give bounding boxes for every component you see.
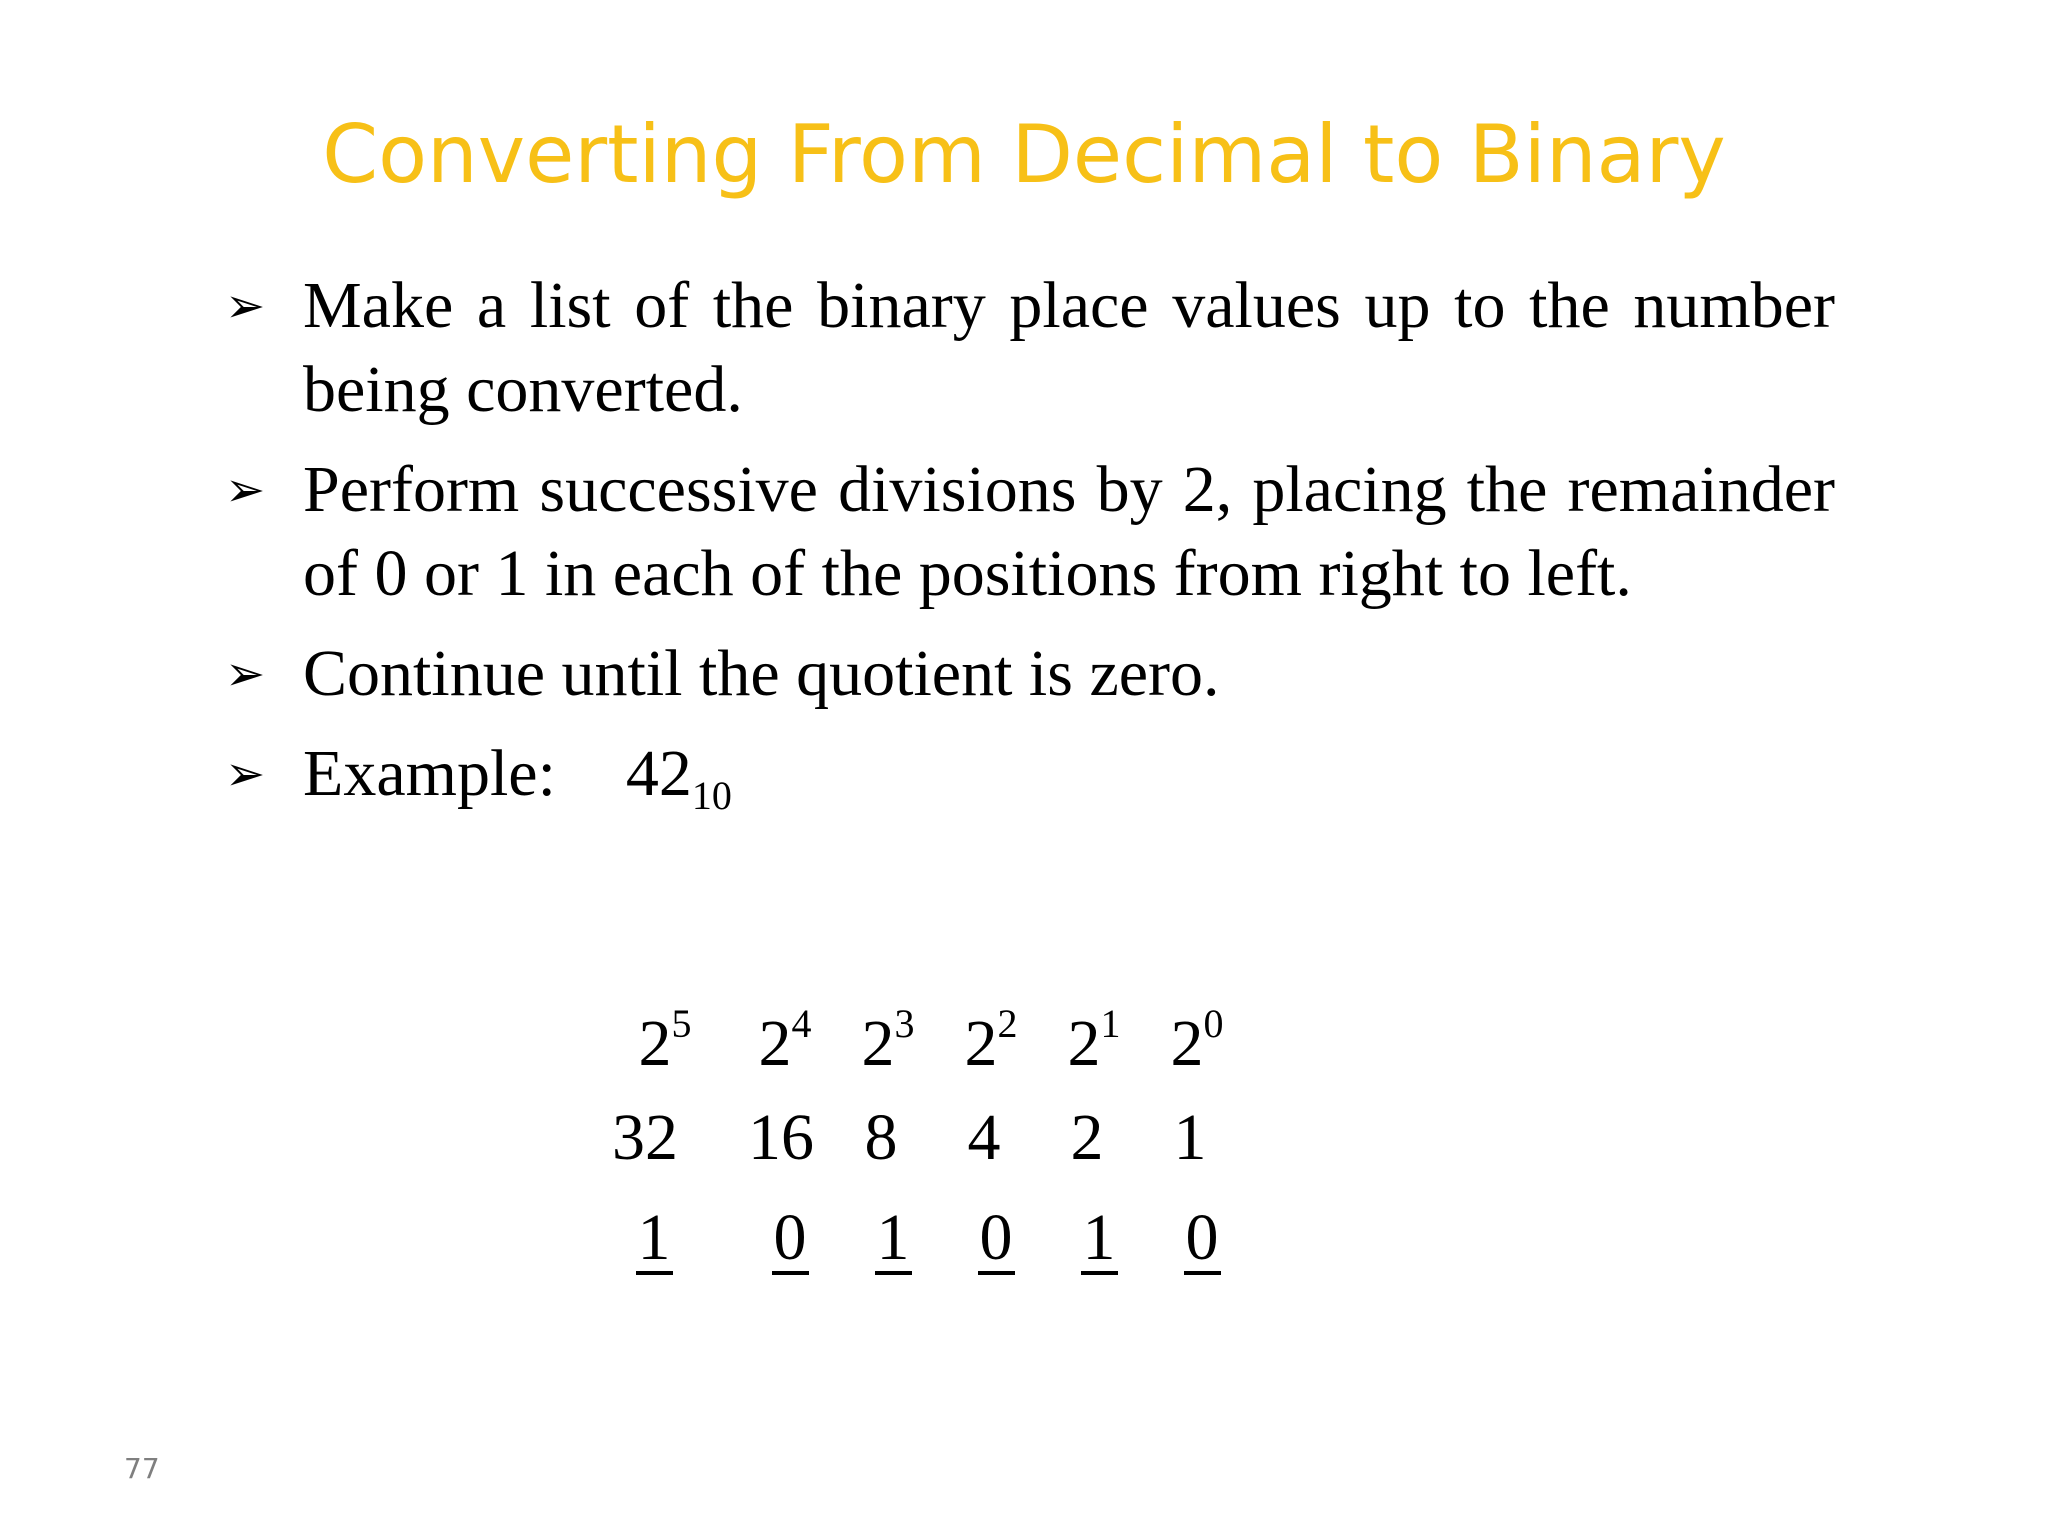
power-cell (740, 1000, 830, 1082)
place-value-cell: 8 (864, 1101, 898, 1174)
example-value (625, 737, 732, 818)
arrow-bullet-icon: ➢ (225, 746, 266, 802)
place-values-row (600, 1100, 1300, 1200)
bit-value: 0 (979, 1201, 1013, 1274)
power-exponent: 4 (791, 1001, 812, 1046)
power-cell (1152, 1000, 1242, 1082)
place-value-cell: 1 (1173, 1101, 1207, 1174)
powers-row (600, 1000, 1300, 1100)
bit-cell (1054, 1200, 1144, 1276)
place-value-cell: 4 (967, 1101, 1001, 1174)
power-exponent: 1 (1100, 1001, 1121, 1046)
bit-value: 0 (1185, 1201, 1219, 1274)
bit-cell (1157, 1200, 1247, 1276)
bullet-item (225, 632, 1835, 716)
arrow-bullet-icon: ➢ (225, 462, 266, 518)
example-base: 10 (691, 773, 732, 818)
bullet-text: Perform successive divisions by 2, placing the remainder of 0 or 1 in each of the positions from right to left. (303, 453, 1835, 610)
power-exponent: 5 (671, 1001, 692, 1046)
slide-title: Converting From Decimal to Binary (322, 108, 1726, 201)
arrow-bullet-icon: ➢ (225, 646, 266, 702)
bullet-list (225, 264, 1835, 838)
power-base: 2 (861, 1007, 895, 1080)
bit-value: 1 (1082, 1201, 1116, 1274)
power-base: 2 (1067, 1007, 1101, 1080)
arrow-bullet-icon: ➢ (225, 278, 266, 334)
bullet-text: Continue until the quotient is zero. (303, 637, 1220, 710)
power-cell (843, 1000, 933, 1082)
bit-cell (848, 1200, 938, 1276)
place-value-cell: 2 (1070, 1101, 1104, 1174)
bits-row (600, 1200, 1300, 1300)
power-base: 2 (758, 1007, 792, 1080)
place-value-cell: 16 (748, 1101, 814, 1174)
power-exponent: 2 (997, 1001, 1018, 1046)
place-value-cell: 32 (612, 1101, 678, 1174)
power-cell (1049, 1000, 1139, 1082)
bullet-item (225, 264, 1835, 432)
bullet-item (225, 448, 1835, 616)
bit-value: 1 (637, 1201, 671, 1274)
bit-value: 0 (773, 1201, 807, 1274)
example-label: Example: (303, 737, 556, 810)
power-exponent: 0 (1203, 1001, 1224, 1046)
page-number: 77 (124, 1452, 160, 1485)
power-exponent: 3 (894, 1001, 915, 1046)
power-base: 2 (1170, 1007, 1204, 1080)
power-cell (946, 1000, 1036, 1082)
bit-cell (609, 1200, 699, 1276)
power-base: 2 (638, 1007, 672, 1080)
power-base: 2 (964, 1007, 998, 1080)
bullet-text: Make a list of the binary place values up to the number being converted. (303, 269, 1835, 426)
power-cell (620, 1000, 710, 1082)
bit-cell (951, 1200, 1041, 1276)
bit-value: 1 (876, 1201, 910, 1274)
example-number: 42 (625, 737, 692, 810)
example-bullet (225, 732, 1835, 838)
bit-cell (745, 1200, 835, 1276)
